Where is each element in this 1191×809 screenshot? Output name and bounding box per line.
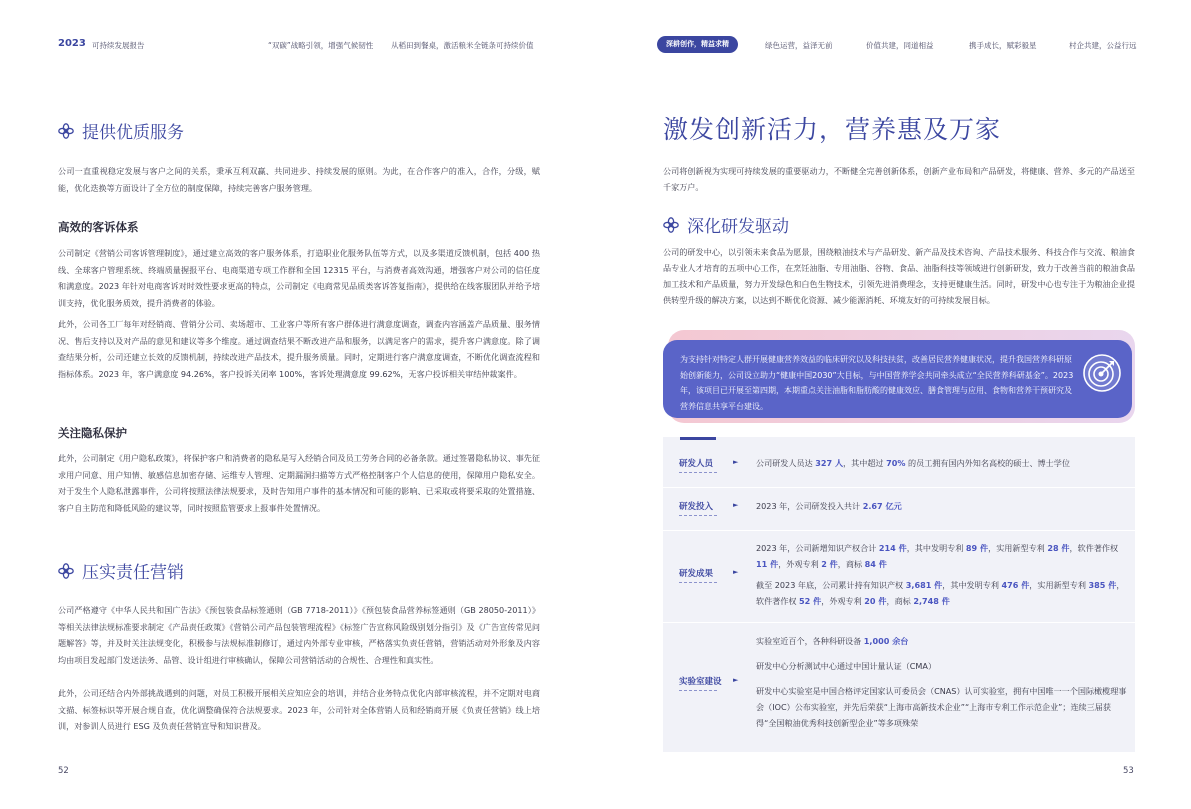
nav-tab-growth[interactable]: 携手成长，赋彩毅星 bbox=[969, 41, 1037, 50]
row-text-lab-count: 实验室近百个，各种科研设备 1,000 余台 bbox=[756, 636, 909, 646]
subhead-complaint-system: 高效的客诉体系 bbox=[58, 220, 139, 234]
main-title: 激发创新活力，营养惠及万家 bbox=[663, 115, 1002, 144]
row-label: 研发投入 bbox=[679, 502, 714, 512]
target-icon bbox=[1082, 353, 1122, 393]
stat-value: 327 人 bbox=[815, 458, 844, 468]
table-accent-bar bbox=[680, 437, 716, 440]
stat-value: 70% bbox=[886, 458, 906, 468]
row-text-cnas: 研发中心实验室是中国合格评定国家认可委员会（CNAS）认可实验室，拥有中国唯一一个国际橄榄理事会（IOC）公布实验室，并先后荣获“上海市高新技术企业”“上海市专利工作示范企业”；连续三届获得“全国粮油优秀科技创新型企业”等多项殊荣 bbox=[756, 686, 1127, 728]
left-header bbox=[58, 38, 575, 54]
row-text-new-ip: 2023 年，公司新增知识产权合计 214 件，其中发明专利 89 件，实用新型专利 28 件，软件著作权 11 件，外观专利 2 件，商标 84 件 bbox=[756, 543, 1119, 569]
section-title-rnd-text: 深化研发驱动 bbox=[687, 217, 789, 237]
label-underline bbox=[679, 582, 717, 583]
row-divider bbox=[663, 530, 1135, 531]
section-title-service bbox=[58, 118, 184, 143]
report-title: 可持续发展报告 bbox=[92, 41, 145, 50]
label-underline bbox=[679, 472, 717, 473]
service-intro-paragraph: 公司一直重视稳定发展与客户之间的关系，秉承互利双赢、共同进步、持续发展的原则。为此，在合作客户的准入，合作，分级，赋能，优化迭换等方面设计了全方位的制度保障，持续完善客户服务管理。 bbox=[58, 166, 540, 193]
subhead-privacy: 关注隐私保护 bbox=[58, 426, 127, 440]
marketing-paragraph-2: 此外，公司还结合内外部挑战遇到的问题，对员工积极开展相关应知应会的培训，并结合业务特点优化内部审核流程，并不定期对电商文描、标签标识等开展合规自查，优化调整确保符合法规要求。2023 年，公司针对全体营销人员和经销商开展《负责任营销》线上培训，对参训人员进行 ESG 及负责任营销宣导和知识普及。 bbox=[58, 688, 540, 732]
section-title-service-text: 提供优质服务 bbox=[82, 123, 184, 143]
nav-tab-value-cobuild[interactable]: 价值共建，同道相益 bbox=[866, 41, 934, 50]
flower-icon bbox=[58, 563, 74, 579]
header-nav-value-chain[interactable]: 从稻田到餐桌，激活粮米全链条可持续价值 bbox=[391, 41, 534, 50]
nav-tab-innovation-active[interactable]: 深耕创作，精益求精 bbox=[657, 36, 738, 53]
stat-value: 2.67 亿元 bbox=[862, 501, 902, 511]
complaint-paragraph-1: 公司制定《营销公司客诉管理制度》，通过建立高效的客户服务体系，打造职业化服务队伍等方式，以及多渠道反馈机制，包括 400 热线、全球客户管理系统、终端质量握报平台、电商渠道专项工作群和全国 12315 平台，与消费者高效沟通，增强客户对公司的信任度和满意度。2023 年针对电商客诉对时效性要求更高的特点，公司制定《电商常见品质类客诉答复指南》，提供给在线客服团队并给予培训支持，优化服务质效，提升消费者的体验。 bbox=[58, 248, 540, 308]
row-text: 2023 年，公司研发投入共计 2.67 亿元 bbox=[756, 501, 902, 511]
row-text-cma: 研发中心分析测试中心通过中国计量认证（CMA） bbox=[756, 661, 937, 671]
innovation-intro-paragraph: 公司将创新视为实现可持续发展的重要驱动力，不断健全完善创新体系，创新产业布局和产品研发，将健康、营养、多元的产品送至千家万户。 bbox=[663, 166, 1135, 192]
section-title-rnd bbox=[663, 212, 789, 237]
rnd-paragraph: 公司的研发中心，以引领未来食品为愿景，围绕粮油技术与产品研发、新产品及技术咨询、产品技术服务、科技合作与交流、粮油食品专业人才培育的五项中心工作，在烹饪油脂、专用油脂、谷物、食品、油脂科技等领域进行创新研发，致力于改善当前的粮油食品加工技术和产品质量，努力开发绿色和白色生物技术，引领先进消费理念，支持更健康生活。同时，研发中心也专注于为粮油企业提供转型升级的解决方案，以达到不断优化资源、减少能源消耗、环境友好的可持续发展目标。 bbox=[663, 247, 1135, 305]
row-divider bbox=[663, 487, 1135, 488]
row-divider bbox=[663, 622, 1135, 623]
right-header-nav bbox=[657, 36, 1151, 54]
marketing-paragraph-1: 公司严格遵守《中华人民共和国广告法》《预包装食品标签通则（GB 7718-2011）》《预包装食品营养标签通则（GB 28050-2011）》等相关法律法规标准要求制定《产品责任政策》《营销公司产品包装管理流程》《标签广告宣称风险级别划分指引》及《广告宣传常见问题解答》等，并及时关注法规变化，积极参与法规标准制修订，通过内外部专业审核，严格落实负责任营销，营销活动对外形象及内容均由项目发起部门发送法务、品管、设计组进行审核确认，保障公司营销活动的合规性、合理性和真实性。 bbox=[58, 605, 540, 665]
arrow-right-icon: ► bbox=[733, 568, 739, 576]
nav-tab-green-ops[interactable]: 绿色运营，益泽无前 bbox=[765, 41, 833, 50]
label-underline bbox=[679, 690, 717, 691]
section-title-marketing-text: 压实责任营销 bbox=[82, 563, 184, 583]
row-text: 公司研发人员达 327 人，其中超过 70% 的员工拥有国内外知名高校的硕士、博士学位 bbox=[756, 458, 1070, 468]
row-label: 研发人员 bbox=[679, 459, 714, 469]
callout-text: 为支持针对特定人群开展健康营养效益的临床研究以及科技扶贫，改善居民营养健康状况，提升我国营养科研原始创新能力，公司设立助力“健康中国2030”大目标，与中国营养学会共同牵头成立“全民营养科研基金”。2023 年，该项目已开展至第四期，本期重点关注油脂和脂肪酸的健康效应、膳食管理与应用、食物和营养干预研究及营养信息共享平台建设。 bbox=[680, 355, 1074, 411]
page-number-left: 52 bbox=[58, 766, 69, 776]
nav-tab-village[interactable]: 村企共建，公益行远 bbox=[1069, 41, 1137, 50]
nutrition-fund-callout bbox=[663, 340, 1132, 418]
arrow-right-icon: ► bbox=[733, 501, 739, 509]
header-nav-carbon[interactable]: “双碳”战略引领，增强气候韧性 bbox=[268, 41, 374, 50]
report-year: 2023 bbox=[58, 38, 86, 49]
complaint-paragraph-2: 此外，公司各工厂每年对经销商、营销分公司、卖场超市、工业客户等所有客户群体进行满意度调查，调查内容涵盖产品质量、服务情况、售后支持以及对产品的意见和建议等多个维度。通过调查结果不断改进产品和服务，以满足客户的需求，提升客户满意度。除了调查结果分析，公司还建立长效的反馈机制，持续改进产品技术，提升服务质量。同时，定期进行客户满意度调查，不断优化调查流程和指标体系。2023 年，客户满意度 94.26%，客户投诉关闭率 100%，客诉处理满意度 99.62%，无客户投诉相关审结仲裁案件。 bbox=[58, 319, 540, 379]
flower-icon bbox=[58, 123, 74, 139]
left-page bbox=[0, 0, 595, 809]
arrow-right-icon: ► bbox=[733, 676, 739, 684]
flower-icon bbox=[663, 217, 679, 233]
right-page bbox=[596, 0, 1191, 809]
page-number-right: 53 bbox=[1123, 766, 1134, 776]
row-text-total-ip: 截至 2023 年底，公司累计持有知识产权 3,681 件，其中发明专利 476 件，实用新型专利 385 件，软件著作权 52 件，外观专利 20 件，商标 2,748 件 bbox=[756, 580, 1125, 606]
label-underline bbox=[679, 515, 717, 516]
row-label: 研发成果 bbox=[679, 569, 714, 579]
arrow-right-icon: ► bbox=[733, 458, 739, 466]
row-label: 实验室建设 bbox=[679, 677, 722, 687]
privacy-paragraph: 此外，公司制定《用户隐私政策》，将保护客户和消费者的隐私是写入经销合同及员工劳务合同的必备条款。通过签署隐私协议、事先征求用户同意、用户知情、敏感信息加密存储、运维专人管理、定期漏洞扫描等方式严格控制客户个人信息的使用，保障用户隐私安全。对于发生个人隐私泄露事件，公司将按照法律法规要求，及时告知用户事件的基本情况和可能的影响、已采取或将要采取的处置措施、客户自主防范和降低风险的建议等，同时按照监管要求上报事件处置情况。 bbox=[58, 453, 540, 513]
section-title-marketing bbox=[58, 558, 184, 583]
